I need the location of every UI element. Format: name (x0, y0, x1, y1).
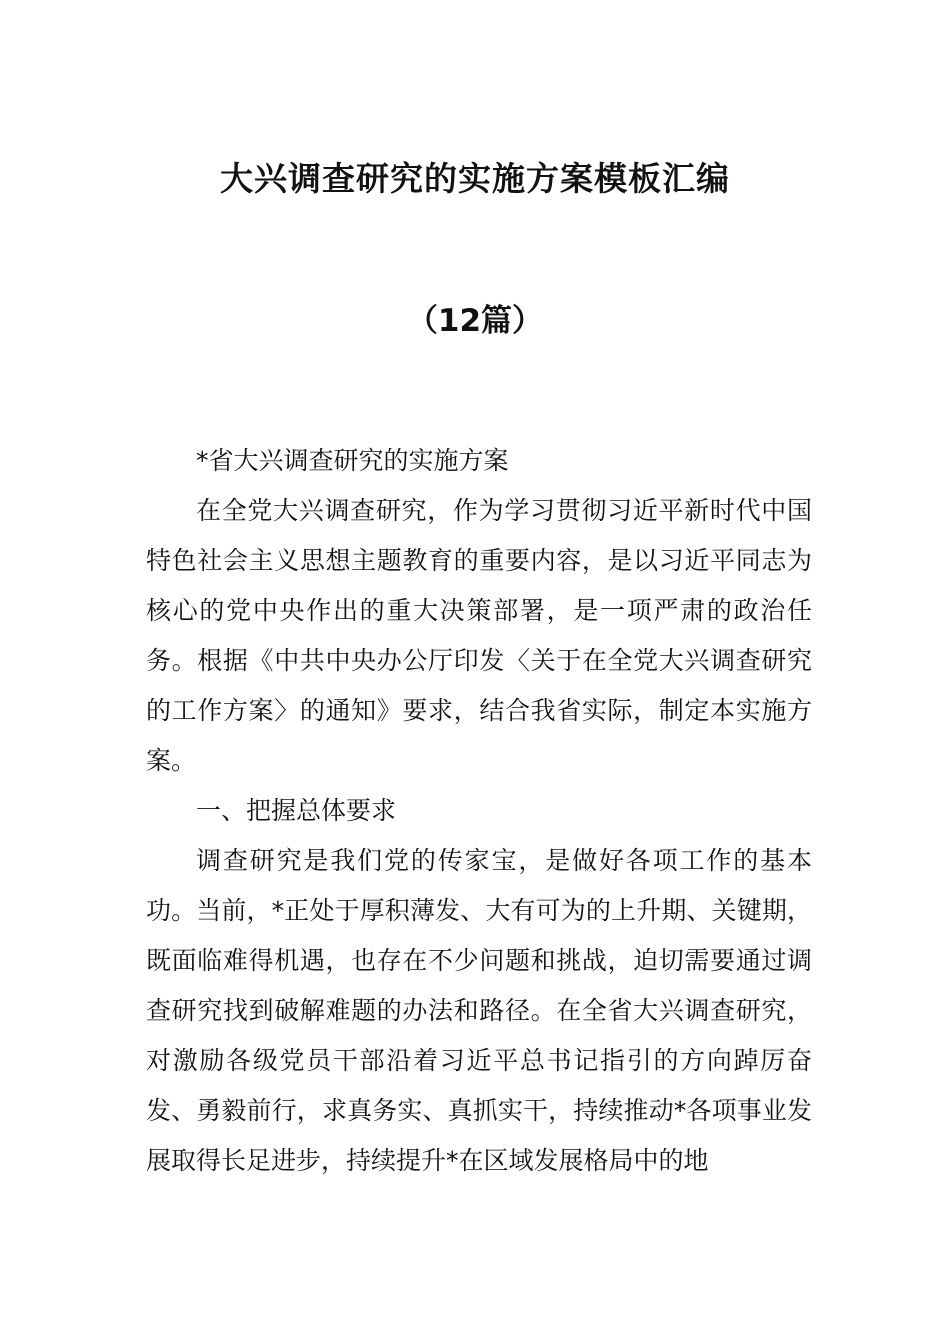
section-heading: 一、把握总体要求 (196, 796, 397, 825)
document-subtitle: （12篇） (406, 303, 544, 339)
document-title: 大兴调查研究的实施方案模板汇编 (220, 159, 730, 198)
body-paragraph: 在全党大兴调查研究，作为学习贯彻习近平新时代中国特色社会主义思想主题教育的重要内容，是以习近平同志为核心的党中央作出的重大决策部署，是一项严肃的政治任务。根据《中共中央办公厅印发〈关于在全党大兴调查研究的工作方案〉的通知》要求，结合我省实际，制定本实施方案。 (146, 496, 812, 775)
body-paragraph: 调查研究是我们党的传家宝，是做好各项工作的基本功。当前，*正处于厚积薄发、大有可为的上升期、关键期，既面临难得机遇，也存在不少问题和挑战，迫切需要通过调查研究找到破解难题的办法和路径。在全省大兴调查研究，对激励各级党员干部沿着习近平总书记指引的方向踔厉奋发、勇毅前行，求真务实、真抓实干，持续推动*各项事业发展取得长足进步，持续提升*在区域发展格局中的地 (146, 846, 812, 1175)
section-title: *省大兴调查研究的实施方案 (196, 446, 509, 475)
document-body (146, 436, 812, 1186)
